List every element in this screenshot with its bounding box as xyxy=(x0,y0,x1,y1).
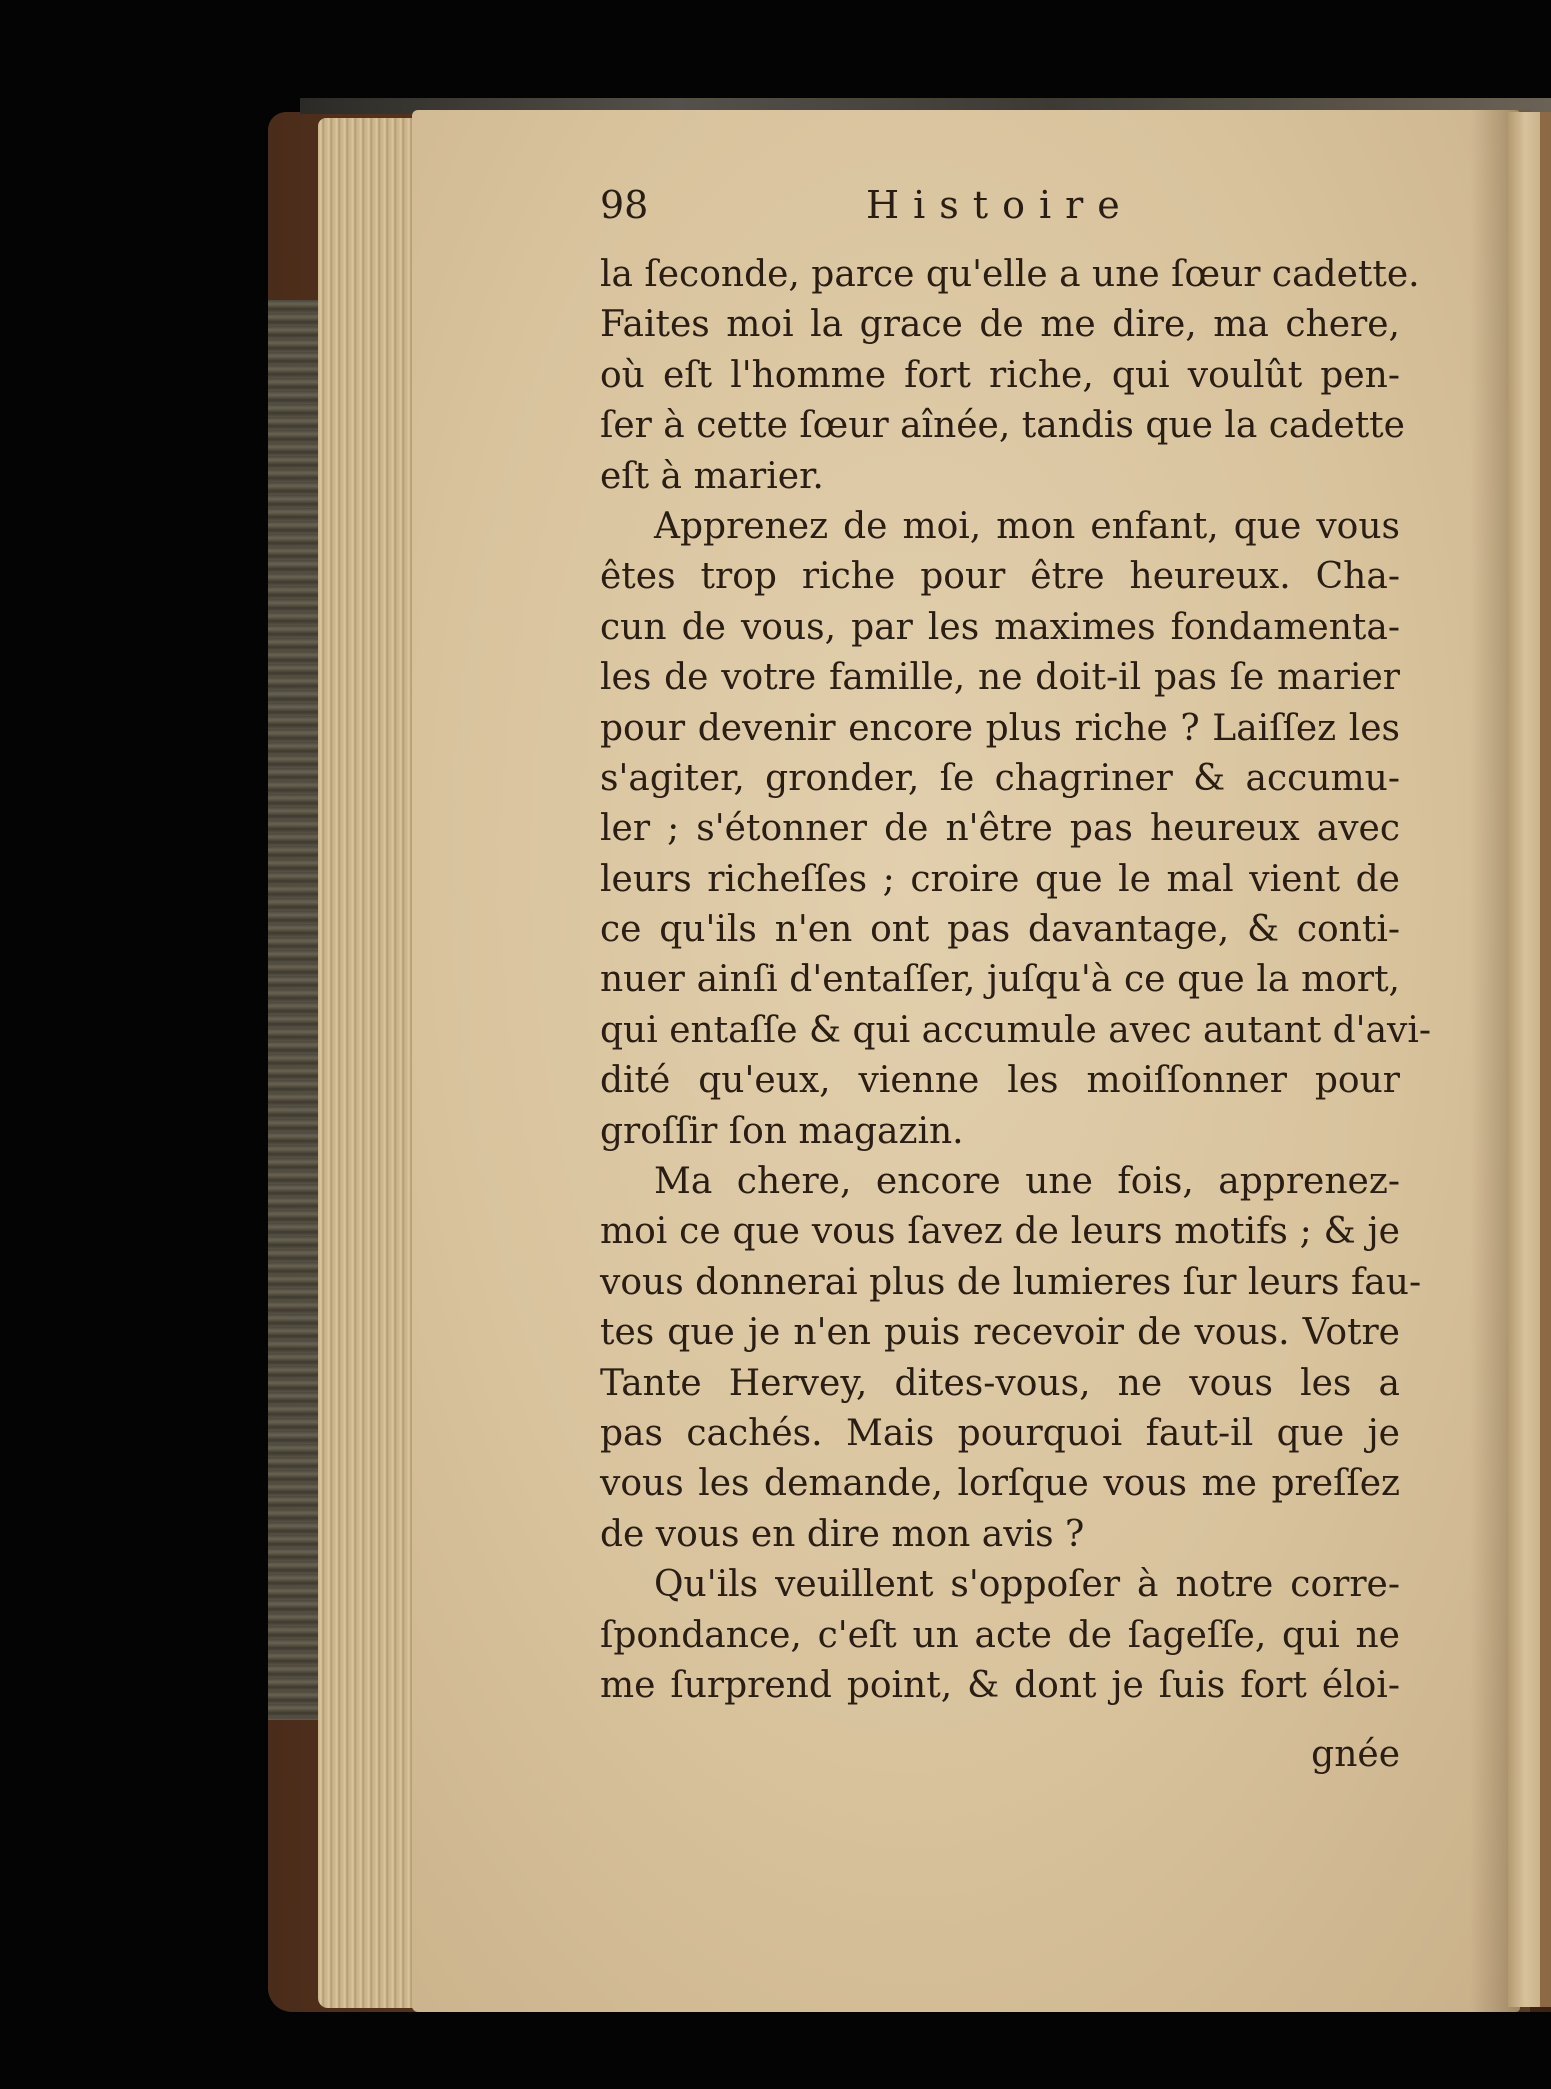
text-line: pour devenir encore plus riche ? Laiſſez les xyxy=(600,707,1400,749)
page-number: 98 xyxy=(600,183,649,227)
facing-page-border xyxy=(1540,112,1551,2007)
text-line: vous donnerai plus de lumieres ſur leurs fau- xyxy=(600,1261,1422,1303)
text-line: ſpondance, c'eſt un acte de ſageſſe, qui ne xyxy=(600,1614,1400,1656)
text-line: ler ; s'étonner de n'être pas heureux avec xyxy=(600,808,1400,850)
text-line: les de votre famille, ne doit-il pas ſe marier xyxy=(600,657,1400,699)
text-line: êtes trop riche pour être heureux. Cha- xyxy=(600,556,1400,598)
text-line: leurs richeſſes ; croire que le mal vient de xyxy=(600,858,1400,900)
page-header xyxy=(600,180,1320,230)
text-line: ſer à cette ſœur aînée, tandis que la cadette xyxy=(600,405,1405,447)
text-line: moi ce que vous ſavez de leurs motifs ; & je xyxy=(600,1211,1400,1253)
text-line: dité qu'eux, vienne les moiſſonner pour xyxy=(600,1060,1400,1102)
text-line: me ſurprend point, & dont je ſuis fort éloi- xyxy=(600,1664,1400,1706)
text-line: où eſt l'homme fort riche, qui voulût pen- xyxy=(600,354,1400,396)
text-line: nuer ainſi d'entaſſer, juſqu'à ce que la mort, xyxy=(600,959,1400,1001)
text-line: la ſeconde, parce qu'elle a une ſœur cadette. xyxy=(600,254,1420,295)
catchword: gnée xyxy=(1311,1734,1400,1775)
text-line: tes que je n'en puis recevoir de vous. Votre xyxy=(600,1312,1400,1354)
text-line: ce qu'ils n'en ont pas davantage, & conti- xyxy=(600,909,1400,951)
text-line: Qu'ils veuillent s'oppoſer à notre corre- xyxy=(654,1564,1400,1606)
running-title: Histoire xyxy=(866,183,1134,227)
text-line: Faites moi la grace de me dire, ma chere, xyxy=(600,304,1400,346)
text-line: Apprenez de moi, mon enfant, que vous xyxy=(654,505,1400,547)
text-line: cun de vous, par les maximes fondamenta- xyxy=(600,606,1400,648)
text-line: Ma chere, encore une fois, apprenez- xyxy=(654,1161,1400,1203)
text-line: qui entaſſe & qui accumule avec autant d'avi- xyxy=(600,1009,1432,1051)
text-block xyxy=(600,250,1432,1711)
text-line: pas cachés. Mais pourquoi faut-il que je xyxy=(600,1412,1400,1454)
text-line: groſſir ſon magazin. xyxy=(600,1110,964,1152)
text-line: vous les demande, lorſque vous me preſſez xyxy=(600,1463,1400,1505)
text-line: Tante Hervey, dites-vous, ne vous les a xyxy=(600,1362,1400,1404)
text-line: s'agiter, gronder, ſe chagriner & accumu- xyxy=(600,757,1400,799)
text-line: eſt à marier. xyxy=(600,455,824,497)
text-line: de vous en dire mon avis ? xyxy=(600,1513,1085,1555)
